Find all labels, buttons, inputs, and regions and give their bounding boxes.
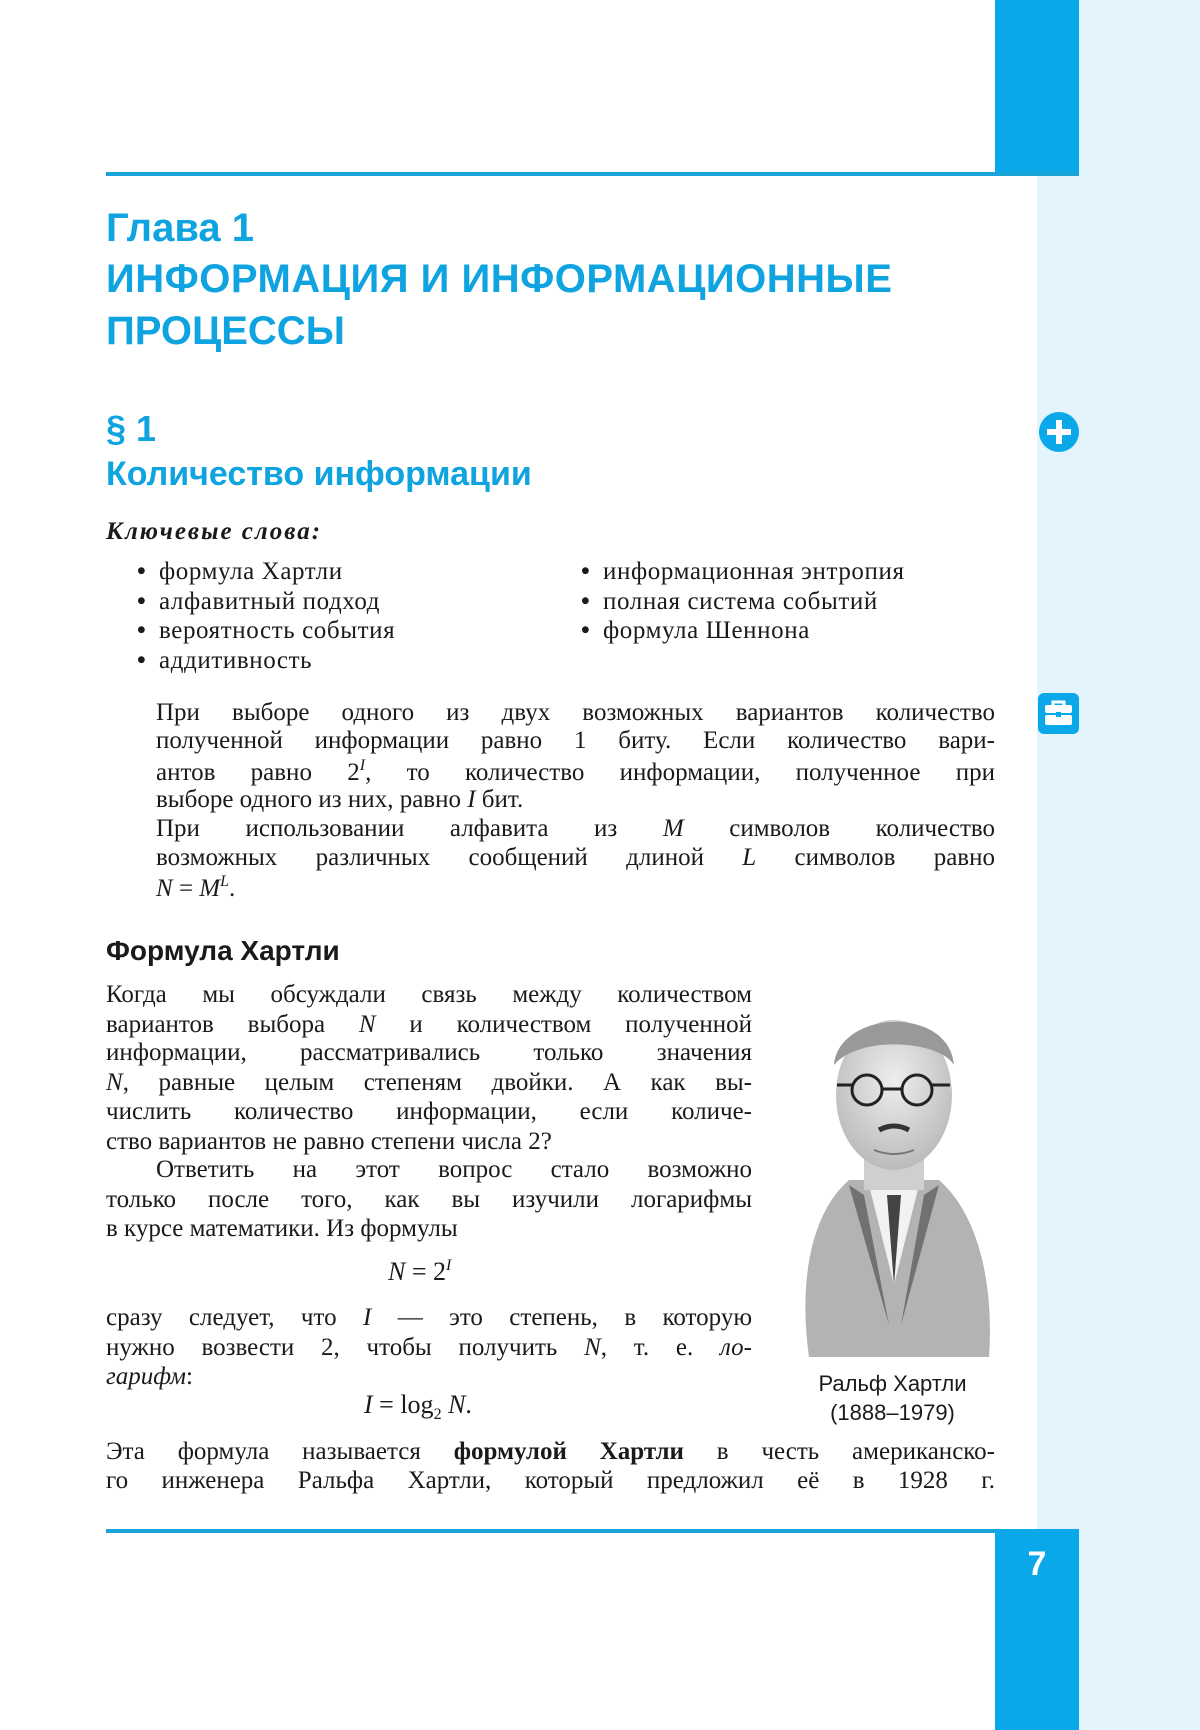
keyword-item [137,648,312,673]
text-segment: бит. [475,786,524,813]
briefcase-icon[interactable] [1038,693,1079,739]
text-segment: Ответить на этот вопрос стало возможно [156,1156,752,1183]
summary-line [156,874,995,901]
text-segment: числить количество информации, если количе- [106,1098,752,1125]
margin-strip [1037,174,1200,1730]
text-segment: M [199,875,221,902]
keyword-label: алфавитный подход [159,588,381,615]
summary-line [156,787,995,812]
margin-strip-top [1079,0,1200,174]
portrait-years: (1888–1979) [830,1400,955,1425]
text-segment: ло- [719,1334,752,1361]
text-segment: I [467,786,476,813]
formula-log [364,1392,472,1423]
body-line [106,1439,995,1464]
text-segment: информации, рассматривались только значения [106,1039,752,1066]
section-number: § 1 [106,408,157,449]
keyword-item [137,618,395,643]
formula-segment: 2 [433,1406,442,1423]
section-title: Количество информации [106,455,532,493]
body-line [106,1187,752,1212]
text-segment: L [742,844,757,871]
page-tab-top [995,0,1079,176]
text-segment: N [156,875,173,902]
formula-segment: N [388,1257,406,1286]
body-line [106,1335,752,1360]
text-segment: в курсе математики. Из формулы [106,1215,458,1242]
keyword-label: полная система событий [603,588,878,615]
text-segment: N [106,1069,123,1096]
formula-segment: N [448,1390,466,1419]
keywords-title: Ключевые слова: [106,518,323,545]
footer-rule [106,1529,1079,1533]
text-segment: N [584,1334,601,1361]
summary-line [156,845,995,870]
text-segment: N [358,1011,376,1038]
text-segment: вариантов выбора [106,1011,359,1038]
bullet-icon: • [137,558,147,585]
body-line [106,1468,995,1493]
text-segment: Когда мы обсуждали связь между количеством [106,981,752,1008]
plus-circle-icon[interactable] [1039,412,1079,457]
summary-line [156,816,995,841]
chapter-title-line2: ПРОЦЕССЫ [106,309,345,353]
text-segment: антов равно 2 [156,759,360,786]
text-segment: M [662,815,684,842]
text-segment: в честь американско- [683,1438,995,1465]
text-segment: , то количество информации, полученное при [365,759,996,786]
page-number: 7 [1027,1545,1047,1583]
text-segment: выборе одного из них, равно [156,786,468,813]
text-segment: , равные целым степеням двойки. А как вы- [122,1069,752,1096]
text-segment: ство вариантов не равно степени числа 2? [106,1128,552,1155]
portrait-name: Ральф Хартли [818,1371,967,1396]
keyword-label: формула Хартли [159,558,343,585]
text-segment: возможных различных сообщений длиной [156,844,743,871]
bullet-icon: • [581,588,591,615]
body-line [156,1157,752,1182]
body-line [106,1216,752,1241]
text-segment: . [229,875,236,902]
text-segment: го инженера Ральфа Хартли, который предложил её в 1928 г. [106,1467,995,1494]
portrait-caption [790,1369,995,1427]
text-segment: гарифм [106,1363,187,1390]
keyword-label: вероятность события [159,617,396,644]
chapter-title-line1: ИНФОРМАЦИЯ И ИНФОРМАЦИОННЫЕ [106,257,893,301]
summary-line [156,728,995,753]
body-line [106,1305,752,1330]
summary-line [156,758,995,785]
bullet-icon: • [137,617,147,644]
formula-segment: = log [372,1390,434,1419]
text-segment: символов количество [683,815,996,842]
header-rule [106,172,1079,176]
bullet-icon: • [137,588,147,615]
formula-segment: . [465,1390,472,1419]
text-segment: полученной информации равно 1 биту. Если количество вари- [156,727,995,754]
text-segment: При выборе одного из двух возможных вариантов количество [156,699,995,726]
body-line [106,1099,752,1124]
body-line [106,1070,752,1095]
text-segment: = [172,875,200,902]
keyword-item [137,559,343,584]
body-line [106,982,752,1007]
keyword-label: формула Шеннона [603,617,810,644]
text-segment: нужно возвести 2, чтобы получить [106,1334,585,1361]
text-segment: , т. е. [600,1334,720,1361]
text-segment: формулой Хартли [453,1438,684,1465]
keyword-item [581,618,810,643]
bullet-icon: • [581,617,591,644]
formula-hartley [388,1258,451,1285]
keyword-label: аддитивность [159,647,313,674]
keyword-item [137,589,380,614]
body-line [106,1364,752,1389]
text-segment: символов равно [756,844,995,871]
text-segment: сразу следует, что [106,1304,363,1331]
keyword-item [581,559,905,584]
formula-segment: I [446,1257,452,1274]
text-segment: Эта формула называется [106,1438,454,1465]
text-segment: только после того, как вы изучили логарифмы [106,1186,752,1213]
keyword-item [581,589,878,614]
keyword-label: информационная энтропия [603,558,905,585]
formula-segment: = 2 [405,1257,447,1286]
body-line [106,1129,752,1154]
summary-line [156,700,995,725]
bullet-icon: • [581,558,591,585]
text-segment: : [186,1363,193,1390]
text-segment: I [359,757,366,774]
text-segment: L [220,873,230,890]
body-line [106,1040,752,1065]
text-segment: и количеством полученной [375,1011,752,1038]
chapter-label: Глава 1 [106,206,255,250]
text-segment: — это степень, в которую [371,1304,752,1331]
body-line [106,1012,752,1037]
portrait-image [789,985,999,1357]
text-segment: I [363,1304,372,1331]
subheading-hartley: Формула Хартли [106,935,340,966]
formula-segment: I [364,1390,373,1419]
text-segment: При использовании алфавита из [156,815,663,842]
bullet-icon: • [137,647,147,674]
